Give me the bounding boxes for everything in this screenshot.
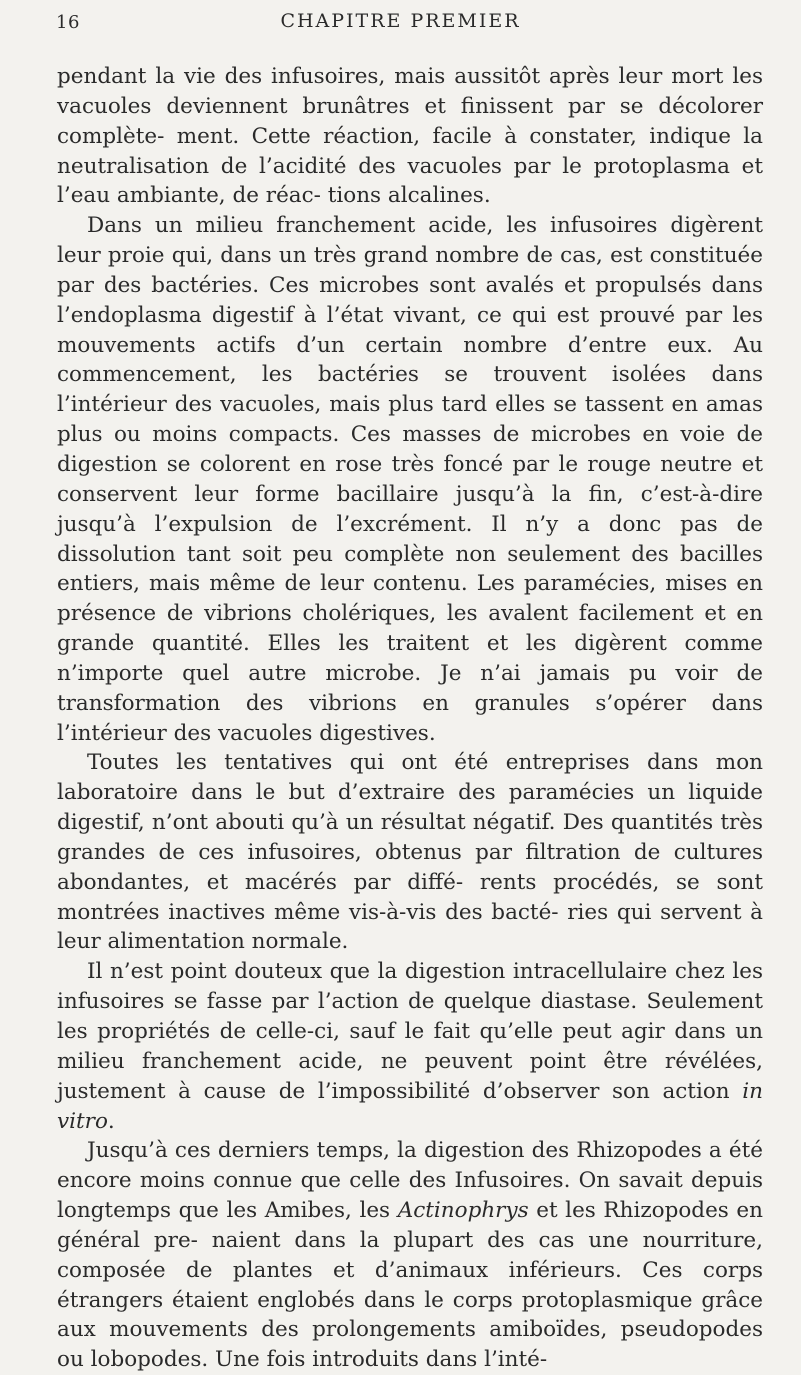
paragraph-rhizopodes [57, 1136, 763, 1375]
in-vitro-italic: in vitro [57, 1078, 763, 1134]
body-text [57, 62, 763, 1375]
running-head: CHAPITRE PREMIER [280, 10, 521, 32]
page-number: 16 [56, 12, 80, 33]
actinophrys-italic: Actinophrys [397, 1198, 529, 1224]
paragraph-digestive-liquid: Toutes les tentatives qui ont été entreprises dans mon laboratoire dans le but d’extraire des paramécies un liquide digestif, n’ont abouti qu’à un résultat négatif. Des quantités très grandes de ces infusoires, obtenus par filtration de cultures abondantes, et macérés par diffé- rents procédés, se sont montrées inactives même vis-à-vis des bacté- ries qui servent à leur alimentation normale. [57, 750, 763, 955]
paragraph-rhizopodes-text: Jusqu’à ces derniers temps, la digestion des Rhizopodes a été encore moins connue que celle des Infusoires. On savait depuis longtemps que les Amibes, les [57, 1138, 763, 1224]
paragraph-diastase [57, 957, 763, 1136]
paragraph-rhizopodes-end: et les Rhizopodes en général pre- naient dans la plupart des cas une nourriture, composée de plantes et d’animaux inférieurs. Ces corps étrangers étaient englobés dans le corps protoplasmique grâce aux mouvements des prolongements amiboïdes, pseudopodes ou lobopodes. Une fois introduits dans l’inté- [57, 1198, 763, 1373]
page-header [0, 8, 801, 38]
paragraph-diastase-end: . [107, 1108, 115, 1134]
paragraph-continued: pendant la vie des infusoires, mais aussitôt après leur mort les vacuoles deviennent brunâtres et finissent par se décolorer complète- ment. Cette réaction, facile à constater, indique la neutralisation de l’acidité des vacuoles par le protoplasma et l’eau ambiante, de réac- tions alcalines. [57, 64, 763, 209]
paragraph-diastase-text: Il n’est point douteux que la digestion intracellulaire chez les infusoires se fasse par l’action de quelque diastase. Seulement les propriétés de celle-ci, sauf le fait qu’elle peut agir dans un milieu franchement acide, ne peuvent point être révélées, justement à cause de l’impossibilité d’observer son action [57, 959, 763, 1104]
paragraph-acid-digestion: Dans un milieu franchement acide, les infusoires digèrent leur proie qui, dans un très grand nombre de cas, est constituée par des bactéries. Ces microbes sont avalés et propulsés dans l’endoplasma digestif à l’état vivant, ce qui est prouvé par les mouvements actifs d’un certain nombre d’entre eux. Au commencement, les bactéries se trouvent isolées dans l’intérieur des vacuoles, mais plus tard elles se tassent en amas plus ou moins compacts. Ces masses de microbes en voie de digestion se colorent en rose très foncé par le rouge neutre et conservent leur forme bacillaire jusqu’à la fin, c’est-à-dire jusqu’à l’expulsion de l’excrément. Il n’y a donc pas de dissolution tant soit peu complète non seulement des bacilles entiers, mais même de leur contenu. Les paramécies, mises en présence de vibrions cholériques, les avalent facilement et en grande quantité. Elles les traitent et les digèrent comme n’importe quel autre microbe. Je n’ai jamais pu voir de transformation des vibrions en granules s’opérer dans l’intérieur des vacuoles digestives. [57, 213, 763, 746]
